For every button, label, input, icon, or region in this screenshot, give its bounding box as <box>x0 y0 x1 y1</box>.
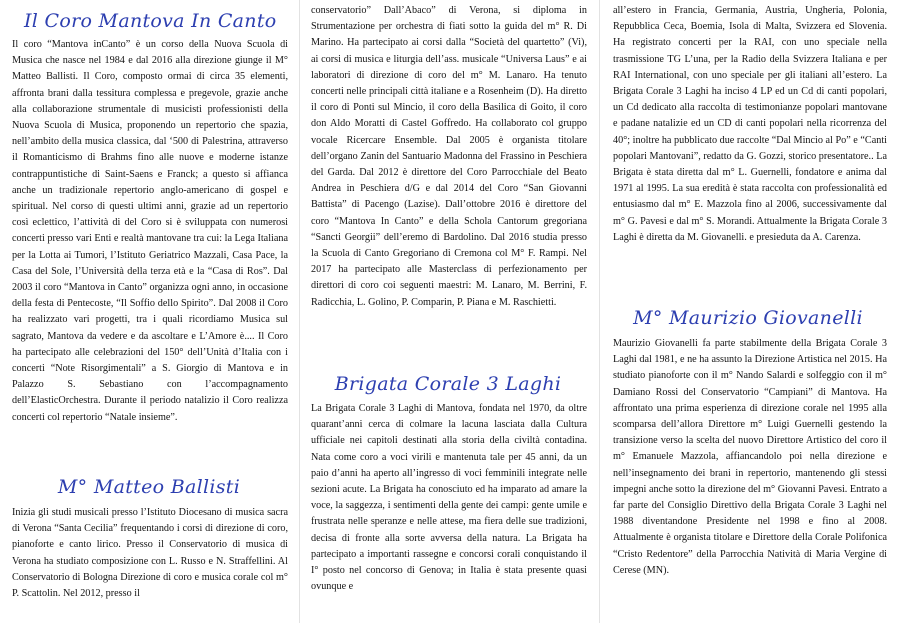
section-heading-maurizio-giovanelli: M° Maurizio Giovanelli <box>633 307 863 329</box>
section-body-maurizio-giovanelli: Maurizio Giovanelli fa parte stabilmente della Brigata Corale 3 Laghi dal 1981, e ne ha assunto la Direzione Artistica nel 2015. Ha studiato pianoforte con il m° Nando Salardi e solfeggio con il m° Damiano Rossi del Conservatorio “Campiani” di Mantova. Ha affrontato una prima esperienza di direzione corale nel 1995 alla scomparsa dell’allora Direttore m° Luigi Guernelli gestendo la transizione verso la scelta del nuovo Direttore Artistico del coro il m° Emanuele Mazzola, affiancandolo poi nella direzione e nell’insegnamento dei brani in repertorio, mantenendo gli stessi impegni anche sotto la direzione del m° Giovanni Pavesi. Entrato a far parte del Consiglio Direttivo della Brigata Corale 3 Laghi nel 1988 diventandone Presidente nel 1998 e fino al 2008. Attualmente è organista titolare e Direttore della Corale Polifonica “Cristo Redentore” della Parrocchia Natività di Maria Vergine di Cerese (MN). <box>613 338 887 576</box>
section-body-matteo-ballisti-continued: conservatorio” Dall’Abaco” di Verona, si diploma in Strumentazione per orchestra di fiati sotto la guida del m° R. Di Marino. Ha partecipato ai corsi dalla “Società del quartetto” (Vi), ai corsi di musica e liturgia dell’ass. musicale “Universa Laus” e ai laboratori di direzione di coro del m° M. Lanaro. Ha tenuto concerti nelle principali città italiane e a Rosenheim (D). Ha diretto il coro di Ponti sul Mincio, il coro della Basilica di Goito, il coro don Aldo Moratti di Castel Goffredo. Ha collaborato col gruppo vocale Ricercare Ensemble. Dal 2005 è organista titolare dell’organo Zanin del Santuario Madonna del Frassino in Peschiera del Garda. Dal 2012 è direttore del Coro Parrocchiale del Beato Andrea in Peschiera d/G e dal 2014 del Coro “San Giovanni Battista” di Pacengo (Lazise). Dall’ottobre 2016 è direttore del coro “Mantova In Canto” e della Schola Cantorum gregoriana “Sancti Georgii” dell’eremo di Bardolino. Dal 2016 studia presso la Scuola di Canto Gregoriano di Cremona col M° F. Rampi. Nel 2017 ha partecipato alle Masterclass di perfezionamento per direttori di coro coi seguenti maestri: M. Lanaro, M. Berrini, F. Radicchia, L. Golino, P. Comparin, P. Piana e M. Raschietti. <box>311 5 587 308</box>
section-heading-coro-mantova: Il Coro Mantova In Canto <box>24 10 277 32</box>
column-right <box>599 0 899 623</box>
section-heading-matteo-ballisti: M° Matteo Ballisti <box>57 476 241 498</box>
section-body-coro-mantova: Il coro “Mantova inCanto” è un corso della Nuova Scuola di Musica che nasce nel 1984 e dal 2016 alla direzione giunge il M° Matteo Ballisti. Il Coro, composto ormai di circa 35 elementi, affronta brani dalla tessitura complessa e pregevole, grazie anche alla collaborazione strumentale di musicisti professionisti della Nuova Scuola di Musica, proponendo un repertorio che spazia, nell’ambito della musica classica, dal ‘500 di Palestrina, attraverso il Romanticismo di Brahms fino alle nuove e moderne istanze contrappuntistiche di Saint-Saens e Franck; a questo si affianca anche un tradizionale repertorio anglo-americano di gospel e spiritual. Nel corso di questi ultimi anni, grazie ad un repertorio così eclettico, l’attività di del Coro si è sviluppata con numerosi concerti presso vari Enti e realtà mantovane tra cui: la Lega Italiana per la Lotta ai Tumori, l’Istituto Geriatrico Mazzali, Casa Pace, la Casa del Sole, l’Università della terza età e la “Casa di Ros”. Dal 2003 il coro “Mantova in Canto” organizza ogni anno, in occasione della festa di Pentecoste, “Il Soffio dello Spirito”. Dal 2008 il Coro ha realizzato vari progetti, tra i quali ricordiamo Musica sul sagrato, Mantova da vedere e da ascoltare e L’Amore è.... Il Coro ha partecipato alle celebrazioni del 150° dell’Unità d’Italia con i concerti “Note Risorgimentali” a S. Giorgio di Mantova e in Palazzo S. Sebastiano con l’accompagnamento dell’ElasticOrchestra. Durante il periodo natalizio il Coro realizza concerti col repertorio “Natale insieme”. <box>12 39 288 423</box>
column-left <box>0 0 299 623</box>
section-body-brigata-corale-continued: all’estero in Francia, Germania, Austria, Ungheria, Polonia, Repubblica Ceca, Boemia, Isola di Malta, Svizzera ed Slovenia. Ha registrato concerti per la RAI, con uno speciale nella trasmissione TG L’una, per la Radio della Svizzera Italiana e per RAI International, con uno speciale per gli italiani all’estero. La Brigata Corale 3 Laghi ha inciso 4 LP ed un Cd di canti popolari, un Cd dedicato alla raccolta di testimonianze popolari mantovane e padane natalizie ed un CD di canti popolari nella ricorrenza del 40°; inoltre ha pubblicato due raccolte “Dal Mincio al Po” e “Canti popolari Mantovani”, redatto da G. Gozzi, storico presentatore.. La Brigata è stata diretta dal m° L. Guernelli, fondatore e anima dal 1971 al 1995. La sua eredità è stata raccolta con professionalità ed entusiasmo dal m° E. Mazzola fino al 2006, successivamente dal m° G. Pavesi e dal m° S. Morandi. Attualmente la Brigata Corale 3 Laghi è diretta da M. Giovanelli. e presieduta da A. Carenza. <box>613 5 887 243</box>
section-body-matteo-ballisti: Inizia gli studi musicali presso l’Istituto Diocesano di musica sacra di Verona “Santa Cecilia” frequentando i corsi di direzione di coro, pianoforte e canto lirico. Presso il Conservatorio di musica di Verona ha studiato composizione con L. Russo e N. Straffellini. Al Conservatorio di Bologna Direzione di coro e musica corale col m° P. Scattolin. Nel 2012, presso il <box>12 507 288 600</box>
section-heading-brigata-corale: Brigata Corale 3 Laghi <box>334 373 562 395</box>
column-middle <box>299 0 599 623</box>
section-body-brigata-corale: La Brigata Corale 3 Laghi di Mantova, fondata nel 1970, da oltre quarant’anni cerca di colmare la lacuna lasciata dalla Cultura ufficiale nei capitoli destinati alla storia della civiltà contadina. Nata come coro a voci virili e mantenuta tale per 45 anni, da un paio d’anni ha aperto all’ingresso di voci femminili integrate nelle sezioni acute. La Brigata ha conosciuto ed ha imparato ad amare la voce, la saggezza, i sentimenti della gente dei campi: gente umile e frustrata nelle speranze e nelle attese, ma fiera delle sue tradizioni, decisa di fronte alla sorte avversa della natura. La Brigata ha partecipato a importanti rassegne e concorsi corali conquistando il I° posto nel concorso di Genova; in Italia è stata presente quasi ovunque e <box>311 403 587 593</box>
